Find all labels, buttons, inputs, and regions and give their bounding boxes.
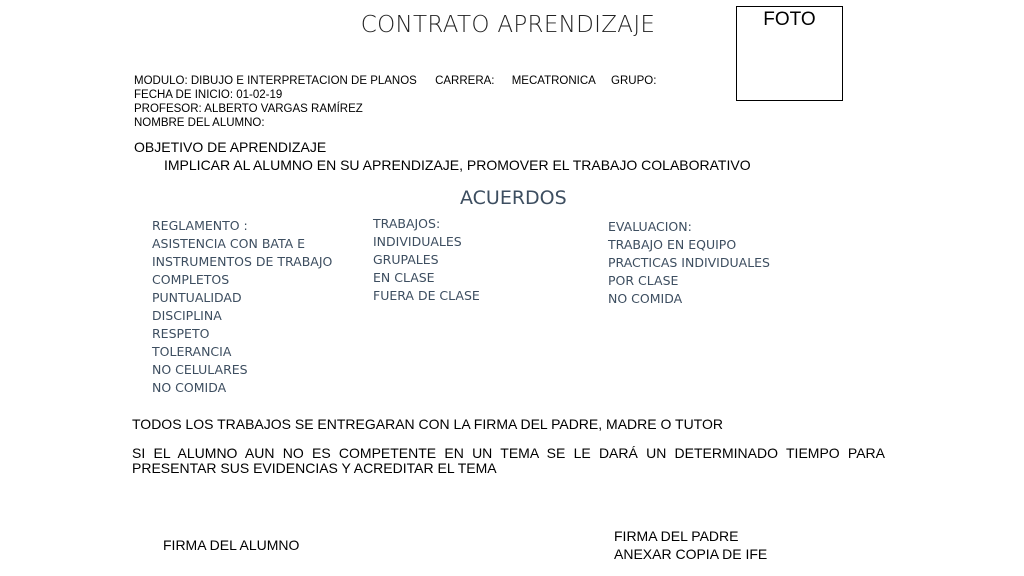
trabajos-list xyxy=(373,215,480,305)
list-item: NO CELULARES xyxy=(152,362,248,377)
document-title: CONTRATO APRENDIZAJE xyxy=(360,12,656,38)
list-item: NO COMIDA xyxy=(608,291,683,306)
list-item: COMPLETOS xyxy=(152,272,230,287)
list-item: FUERA DE CLASE xyxy=(373,288,480,303)
firma-note: TODOS LOS TRABAJOS SE ENTREGARAN CON LA FIRMA DEL PADRE, MADRE O TUTOR xyxy=(132,416,723,432)
grupo-label: GRUPO: xyxy=(611,75,657,87)
photo-box xyxy=(736,6,843,101)
list-item: PUNTUALIDAD xyxy=(152,290,242,305)
acuerdos-heading: ACUERDOS xyxy=(460,187,567,209)
info-line-modulo xyxy=(134,74,656,88)
carrera-value: MECATRONICA xyxy=(511,75,596,87)
firma-alumno: FIRMA DEL ALUMNO xyxy=(163,537,300,553)
competente-note: SI EL ALUMNO AUN NO ES COMPETENTE EN UN TEMA SE LE DARÁ UN DETERMINADO TIEMPO PARA PRESENTAR SUS EVIDENCIAS Y ACREDITAR EL TEMA xyxy=(132,445,885,476)
list-item: PRACTICAS INDIVIDUALES xyxy=(608,255,770,270)
list-item: TOLERANCIA xyxy=(152,344,232,359)
list-item: EVALUACION: xyxy=(608,219,692,234)
firma-padre: FIRMA DEL PADRE xyxy=(614,528,739,544)
list-item: NO COMIDA xyxy=(152,380,227,395)
list-item: ASISTENCIA CON BATA E xyxy=(152,236,306,251)
photo-label: FOTO xyxy=(763,9,816,30)
objetivo-text: IMPLICAR AL ALUMNO EN SU APRENDIZAJE, PROMOVER EL TRABAJO COLABORATIVO xyxy=(164,157,751,173)
list-item: INDIVIDUALES xyxy=(373,234,462,249)
profesor: PROFESOR: ALBERTO VARGAS RAMÍREZ xyxy=(134,103,363,115)
list-item: EN CLASE xyxy=(373,270,435,285)
modulo-text: MODULO: DIBUJO E INTERPRETACION DE PLANOS xyxy=(134,75,417,87)
anexar-ife: ANEXAR COPIA DE IFE xyxy=(614,546,768,562)
list-item: DISCIPLINA xyxy=(152,308,222,323)
nombre-alumno: NOMBRE DEL ALUMNO: xyxy=(134,117,265,129)
reglamento-list xyxy=(152,217,332,397)
list-item: INSTRUMENTOS DE TRABAJO xyxy=(152,254,333,269)
objetivo-heading: OBJETIVO DE APRENDIZAJE xyxy=(134,139,327,155)
fecha-inicio: FECHA DE INICIO: 01-02-19 xyxy=(134,89,283,101)
list-item: TRABAJO EN EQUIPO xyxy=(608,237,737,252)
list-item: GRUPALES xyxy=(373,252,439,267)
list-item: REGLAMENTO : xyxy=(152,218,248,233)
list-item: RESPETO xyxy=(152,326,210,341)
evaluacion-list xyxy=(608,218,770,308)
list-item: POR CLASE xyxy=(608,273,679,288)
list-item: TRABAJOS: xyxy=(373,216,441,231)
carrera-label: CARRERA: xyxy=(435,75,495,87)
